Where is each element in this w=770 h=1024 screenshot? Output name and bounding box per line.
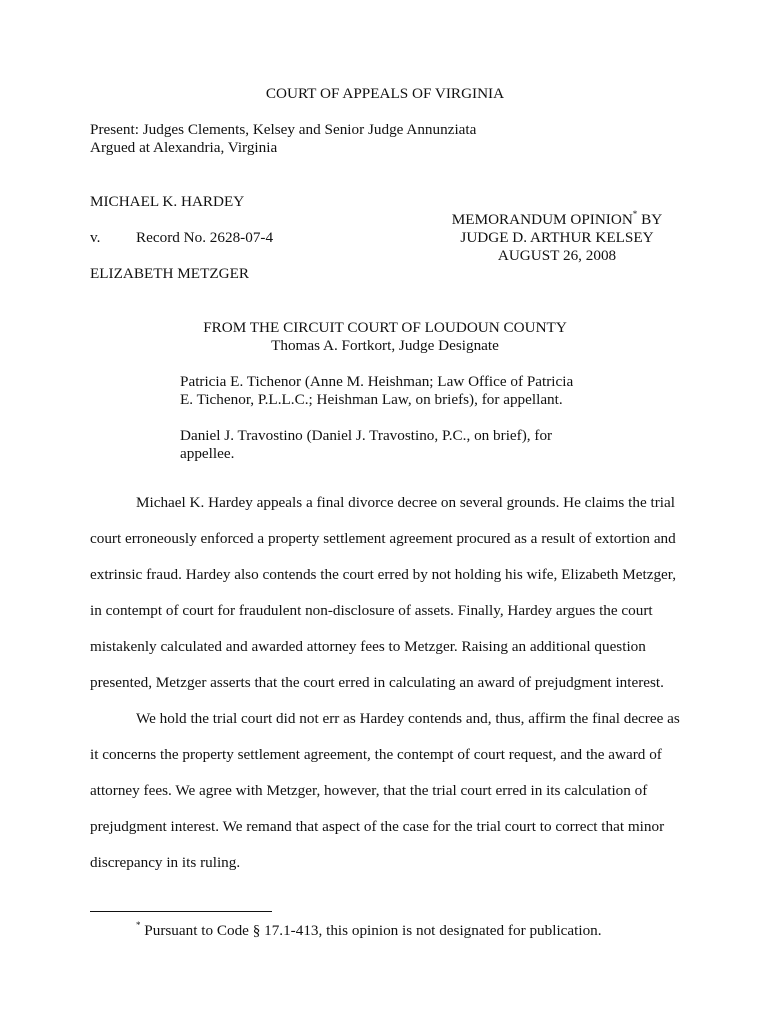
opinion-date: AUGUST 26, 2008 [497, 247, 617, 264]
lower-court-from: FROM THE CIRCUIT COURT OF LOUDOUN COUNTY [203, 319, 567, 336]
versus-label: v. [90, 229, 101, 246]
lower-court-judge: Thomas A. Fortkort, Judge Designate [271, 337, 499, 354]
argued-line: Argued at Alexandria, Virginia [90, 139, 278, 156]
paragraph-line: court erroneously enforced a property settlement agreement procured as a result of extortion and [90, 530, 676, 547]
counsel-appellee: Daniel J. Travostino (Daniel J. Travostino, P.C., on brief), for appellee. [180, 427, 553, 462]
court-title: COURT OF APPEALS OF VIRGINIA [265, 85, 505, 102]
paragraph-line: it concerns the property settlement agreement, the contempt of court request, and the award of [90, 746, 662, 763]
paragraph-line: presented, Metzger asserts that the court erred in calculating an award of prejudgment interest. [90, 674, 664, 691]
paragraph-line: We hold the trial court did not err as Hardey contends and, thus, affirm the final decree as [136, 710, 680, 727]
footnote [136, 922, 602, 940]
opinion-block [422, 211, 692, 265]
opinion-footnote-mark: * [632, 209, 638, 219]
counsel-appellant: Patricia E. Tichenor (Anne M. Heishman; Law Office of Patricia E. Tichenor, P.L.L.C.; Heishman Law, on briefs), for appellant. [180, 373, 574, 408]
present-line: Present: Judges Clements, Kelsey and Senior Judge Annunziata [90, 121, 477, 138]
paragraph-line: discrepancy in its ruling. [90, 854, 241, 871]
footnote-divider [90, 911, 272, 912]
appellee-name: ELIZABETH METZGER [90, 265, 250, 282]
appellant-name: MICHAEL K. HARDEY [90, 193, 245, 210]
paragraph-line: attorney fees. We agree with Metzger, however, that the trial court erred in its calculation of [90, 782, 648, 799]
paragraph-line: mistakenly calculated and awarded attorney fees to Metzger. Raising an additional question [90, 638, 646, 655]
body-paragraph-1 [90, 492, 710, 708]
footnote-mark: * [136, 920, 141, 930]
paragraph-line: prejudgment interest. We remand that aspect of the case for the trial court to correct that minor [90, 818, 665, 835]
opinion-judge: JUDGE D. ARTHUR KELSEY [460, 229, 654, 246]
body-paragraph-2 [90, 708, 710, 888]
record-number: Record No. 2628-07-4 [136, 229, 274, 246]
footnote-text: Pursuant to Code § 17.1-413, this opinion is not designated for publication. [140, 922, 602, 939]
paragraph-line: in contempt of court for fraudulent non-disclosure of assets. Finally, Hardey argues the court [90, 602, 653, 619]
paragraph-line: extrinsic fraud. Hardey also contends the court erred by not holding his wife, Elizabeth Metzger, [90, 566, 677, 583]
opinion-title: MEMORANDUM OPINION* BY [451, 209, 663, 228]
paragraph-line: Michael K. Hardey appeals a final divorce decree on several grounds. He claims the trial [136, 494, 675, 511]
